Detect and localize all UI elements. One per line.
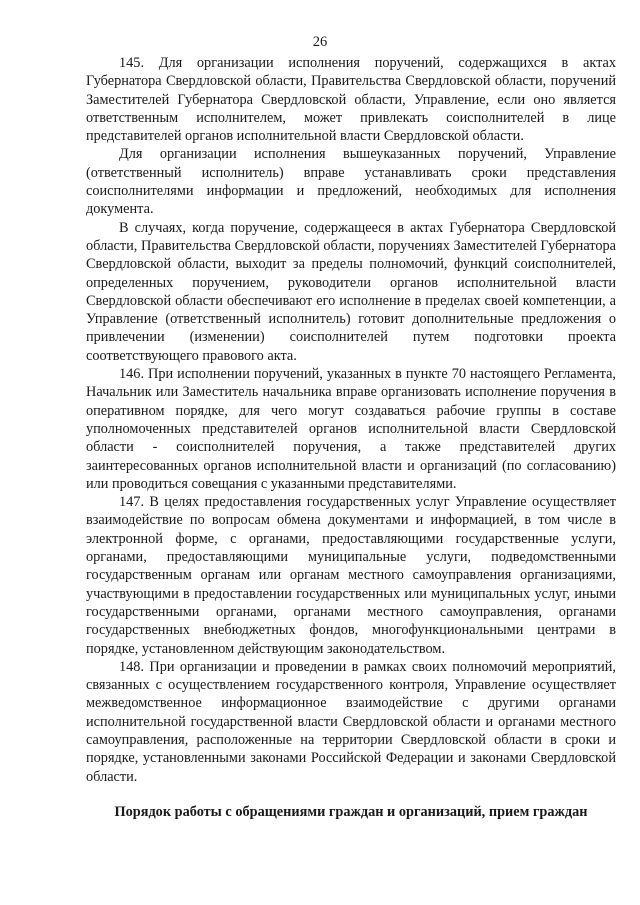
section-heading: Порядок работы с обращениями граждан и организаций, прием граждан [114, 804, 588, 820]
paragraph-148: 148. При организации и проведении в рамках своих полномочий мероприятий, связанных с осуществлением государственного контроля, Управление осуществляет межведомственное информационное взаимодействие с другими органами исполнительной государственной власти Свердловской области и органами местного самоуправления, расположенные на территории Свердловской области в сроки и порядке, установленными законами Российской Федерации и законами Свердловской области. [86, 658, 616, 785]
paragraph-145-competence: В случаях, когда поручение, содержащееся в актах Губернатора Свердловской области, Правительства Свердловской области, поручениях Заместителей Губернатора Свердловской области, выходит за пределы полномочий, функций соисполнителей, определенных поручением, руководители органов исполнительной власти Свердловской области обеспечивают его исполнение в пределах своей компетенции, а Управление (ответственный исполнитель) готовит дополнительные предложения о привлечении (изменении) соисполнителей путем подготовки проекта соответствующего правового акта. [86, 219, 616, 364]
paragraph-147: 147. В целях предоставления государственных услуг Управление осуществляет взаимодействие по вопросам обмена документами и информацией, в том числе в электронной форме, с органами, предоставляющими государственные услуги, органами, предоставляющими муниципальные услуги, подведомственными государственным органам или органам местного самоуправления организациями, участвующими в предоставлении государственных или муниципальных услуг, иными государственными органами, органами местного самоуправления, органами государственных внебюджетных фондов, многофункциональными центрами в порядке, установленном действующим законодательством. [86, 494, 616, 657]
paragraph-145: 145. Для организации исполнения поручений, содержащихся в актах Губернатора Свердловской области, Правительства Свердловской области, поручений Заместителей Губернатора Свердловской области, Управление, если оно является ответственным исполнителем, может привлекать соисполнителей в лице представителей органов исполнительной власти Свердловской области. [86, 55, 616, 145]
page-number: 26 [312, 34, 328, 50]
paragraph-145-deadlines: Для организации исполнения вышеуказанных поручений, Управление (ответственный исполнитель) вправе устанавливать сроки представления соисполнителями информации и предложений, необходимых для исполнения документа. [86, 146, 616, 218]
paragraph-146: 146. При исполнении поручений, указанных в пункте 70 настоящего Регламента, Начальник или Заместитель начальника вправе организовать исполнение поручения в оперативном порядке, для чего могут создаваться рабочие группы в составе уполномоченных представителей органов исполнительной власти Свердловской области - соисполнителей поручения, а также представителей других заинтересованных органов исполнительной власти и организаций (по согласованию) или проводиться совещания с указанными представителями. [86, 366, 616, 492]
document-body [86, 54, 616, 786]
